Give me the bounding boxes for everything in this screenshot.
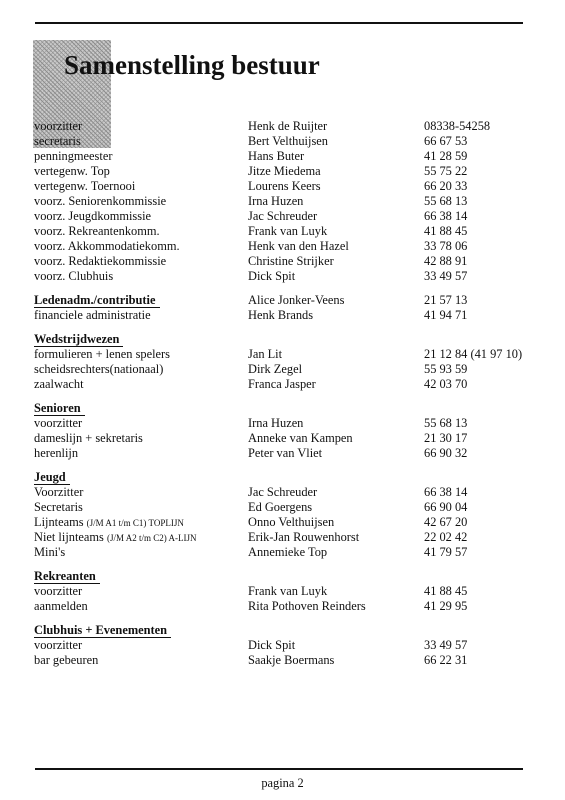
contact-phone: 33 49 57: [424, 269, 468, 283]
role-label: Voorzitter: [34, 485, 84, 499]
role-label: Lijnteams: [34, 515, 84, 529]
table-row: [34, 269, 534, 284]
section-rows: [34, 584, 534, 614]
contact-name: Henk Brands: [248, 308, 314, 322]
section-rows: [34, 347, 534, 392]
contact-phone: 08338-54258: [424, 119, 491, 133]
section-clubhuis: [34, 623, 534, 668]
contact-phone: 41 79 57: [424, 545, 468, 559]
contact-name: Jitze Miedema: [248, 164, 321, 178]
contact-name: Irna Huzen: [248, 194, 304, 208]
role-label: Secretaris: [34, 500, 83, 514]
section-ledenadm: [34, 293, 534, 323]
role-cell: [34, 515, 248, 530]
contact-name: Henk van den Hazel: [248, 239, 349, 253]
contact-name: Peter van Vliet: [248, 446, 323, 460]
section-heading: Ledenadm./contributie: [34, 293, 160, 308]
role-label: bar gebeuren: [34, 653, 99, 667]
table-row: [34, 545, 534, 560]
table-row: [34, 179, 534, 194]
table-row: [34, 500, 534, 515]
contact-name: Franca Jasper: [248, 377, 316, 391]
contact-name: Lourens Keers: [248, 179, 321, 193]
contact-phone: 42 67 20: [424, 515, 468, 529]
section-heading: Wedstrijdwezen: [34, 332, 123, 347]
role-cell: [34, 485, 248, 500]
contact-name: Rita Pothoven Reinders: [248, 599, 366, 613]
role-label: voorz. Jeugdkommissie: [34, 209, 152, 223]
contact-phone: 66 38 14: [424, 209, 468, 223]
role-label: voorz. Rekreantenkomm.: [34, 224, 160, 238]
contact-name: Hans Buter: [248, 149, 305, 163]
table-row: [34, 485, 534, 500]
contact-name: Ed Goergens: [248, 500, 313, 514]
role-cell: [34, 500, 248, 515]
section-rows: [34, 638, 534, 668]
contact-name: Christine Strijker: [248, 254, 334, 268]
section-rekreanten: [34, 569, 534, 614]
table-row: [34, 194, 534, 209]
section-rows: [34, 485, 534, 560]
section-heading: Jeugd: [34, 470, 70, 485]
contact-name: Frank van Luyk: [248, 224, 328, 238]
contact-phone: 21 57 13: [424, 293, 468, 307]
contact-phone: 66 20 33: [424, 179, 468, 193]
contact-name: Irna Huzen: [248, 416, 304, 430]
bottom-rule: [35, 768, 523, 770]
role-label: voorzitter: [34, 416, 83, 430]
table-row: [34, 431, 534, 446]
contact-name: Bert Velthuijsen: [248, 134, 328, 148]
section-rows: [34, 416, 534, 461]
table-row: [34, 239, 534, 254]
contact-name: Dirk Zegel: [248, 362, 303, 376]
contact-name: Dick Spit: [248, 269, 296, 283]
role-label: vertegenw. Toernooi: [34, 179, 136, 193]
contact-phone: 66 90 04: [424, 500, 468, 514]
role-label: vertegenw. Top: [34, 164, 110, 178]
role-cell: [34, 530, 248, 545]
page-title: Samenstelling bestuur: [64, 50, 320, 80]
contact-phone: 55 68 13: [424, 194, 468, 208]
table-row: [34, 164, 534, 179]
role-label: Mini's: [34, 545, 66, 559]
role-label: voorzitter: [34, 119, 83, 133]
table-row: [34, 362, 534, 377]
role-label: financiele administratie: [34, 308, 151, 322]
role-label: Niet lijnteams: [34, 530, 104, 544]
role-label: dameslijn + sekretaris: [34, 431, 143, 445]
contact-phone: 42 88 91: [424, 254, 468, 268]
section-heading: Clubhuis + Evenementen: [34, 623, 171, 638]
contact-name: Dick Spit: [248, 638, 296, 652]
role-label: zaalwacht: [34, 377, 84, 391]
contact-name: Alice Jonker-Veens: [248, 293, 345, 307]
contact-phone: 42 03 70: [424, 377, 468, 391]
contact-name: Erik-Jan Rouwenhorst: [248, 530, 360, 544]
contact-phone: 22 02 42: [424, 530, 468, 544]
section-bestuur: [34, 119, 534, 284]
contact-phone: 55 93 59: [424, 362, 468, 376]
table-row: [34, 653, 534, 668]
section-heading-row: [34, 293, 534, 308]
role-label: voorz. Redaktiekommissie: [34, 254, 167, 268]
table-row: [34, 515, 534, 530]
role-label: voorzitter: [34, 638, 83, 652]
role-label: voorz. Clubhuis: [34, 269, 114, 283]
role-label: scheidsrechters(nationaal): [34, 362, 164, 376]
page-number: pagina 2: [261, 776, 304, 790]
role-label: voorz. Seniorenkommissie: [34, 194, 167, 208]
role-label: secretaris: [34, 134, 81, 148]
table-row: [34, 530, 534, 545]
contact-phone: 41 29 95: [424, 599, 468, 613]
table-row: [34, 599, 534, 614]
table-row: [34, 446, 534, 461]
table-row: [34, 149, 534, 164]
table-row: [34, 377, 534, 392]
contact-name: Anneke van Kampen: [248, 431, 353, 445]
top-rule: [35, 22, 523, 24]
board-listing: [34, 119, 534, 668]
table-row: [34, 119, 534, 134]
role-cell: [34, 545, 248, 560]
contact-phone: 66 90 32: [424, 446, 468, 460]
contact-name: Jac Schreuder: [248, 209, 318, 223]
contact-phone: 41 94 71: [424, 308, 468, 322]
table-row: [34, 224, 534, 239]
contact-phone: 41 28 59: [424, 149, 468, 163]
section-heading: Senioren: [34, 401, 85, 416]
contact-name: Henk de Ruijter: [248, 119, 328, 133]
contact-name: Jan Lit: [248, 347, 283, 361]
contact-name: Jac Schreuder: [248, 485, 318, 499]
contact-name: Annemieke Top: [248, 545, 328, 559]
contact-phone: 41 88 45: [424, 584, 468, 598]
role-label: aanmelden: [34, 599, 88, 613]
contact-phone: 21 30 17: [424, 431, 468, 445]
role-label: herenlijn: [34, 446, 79, 460]
contact-phone: 41 88 45: [424, 224, 468, 238]
contact-phone: 66 67 53: [424, 134, 468, 148]
contact-phone: 21 12 84 (41 97 10): [424, 347, 523, 361]
contact-phone: 33 78 06: [424, 239, 468, 253]
table-row: [34, 254, 534, 269]
contact-name: Onno Velthuijsen: [248, 515, 335, 529]
contact-phone: 55 75 22: [424, 164, 468, 178]
contact-phone: 33 49 57: [424, 638, 468, 652]
table-row: [34, 638, 534, 653]
table-row: [34, 134, 534, 149]
table-row: [34, 209, 534, 224]
team-note: (J/M A1 t/m C1) TOPLIJN: [86, 518, 184, 528]
section-rows: [34, 308, 534, 323]
table-row: [34, 584, 534, 599]
section-jeugd: [34, 470, 534, 560]
table-row: [34, 308, 534, 323]
contact-phone: 55 68 13: [424, 416, 468, 430]
role-label: voorzitter: [34, 584, 83, 598]
role-label: penningmeester: [34, 149, 113, 163]
section-wedstrijd: [34, 332, 534, 392]
table-row: [34, 347, 534, 362]
contact-phone: 66 22 31: [424, 653, 468, 667]
contact-phone: 66 38 14: [424, 485, 468, 499]
table-row: [34, 416, 534, 431]
role-label: voorz. Akkommodatiekomm.: [34, 239, 180, 253]
contact-name: Frank van Luyk: [248, 584, 328, 598]
section-heading: Rekreanten: [34, 569, 100, 584]
team-note: (J/M A2 t/m C2) A-LIJN: [106, 533, 197, 543]
section-senioren: [34, 401, 534, 461]
role-label: formulieren + lenen spelers: [34, 347, 171, 361]
contact-name: Saakje Boermans: [248, 653, 335, 667]
